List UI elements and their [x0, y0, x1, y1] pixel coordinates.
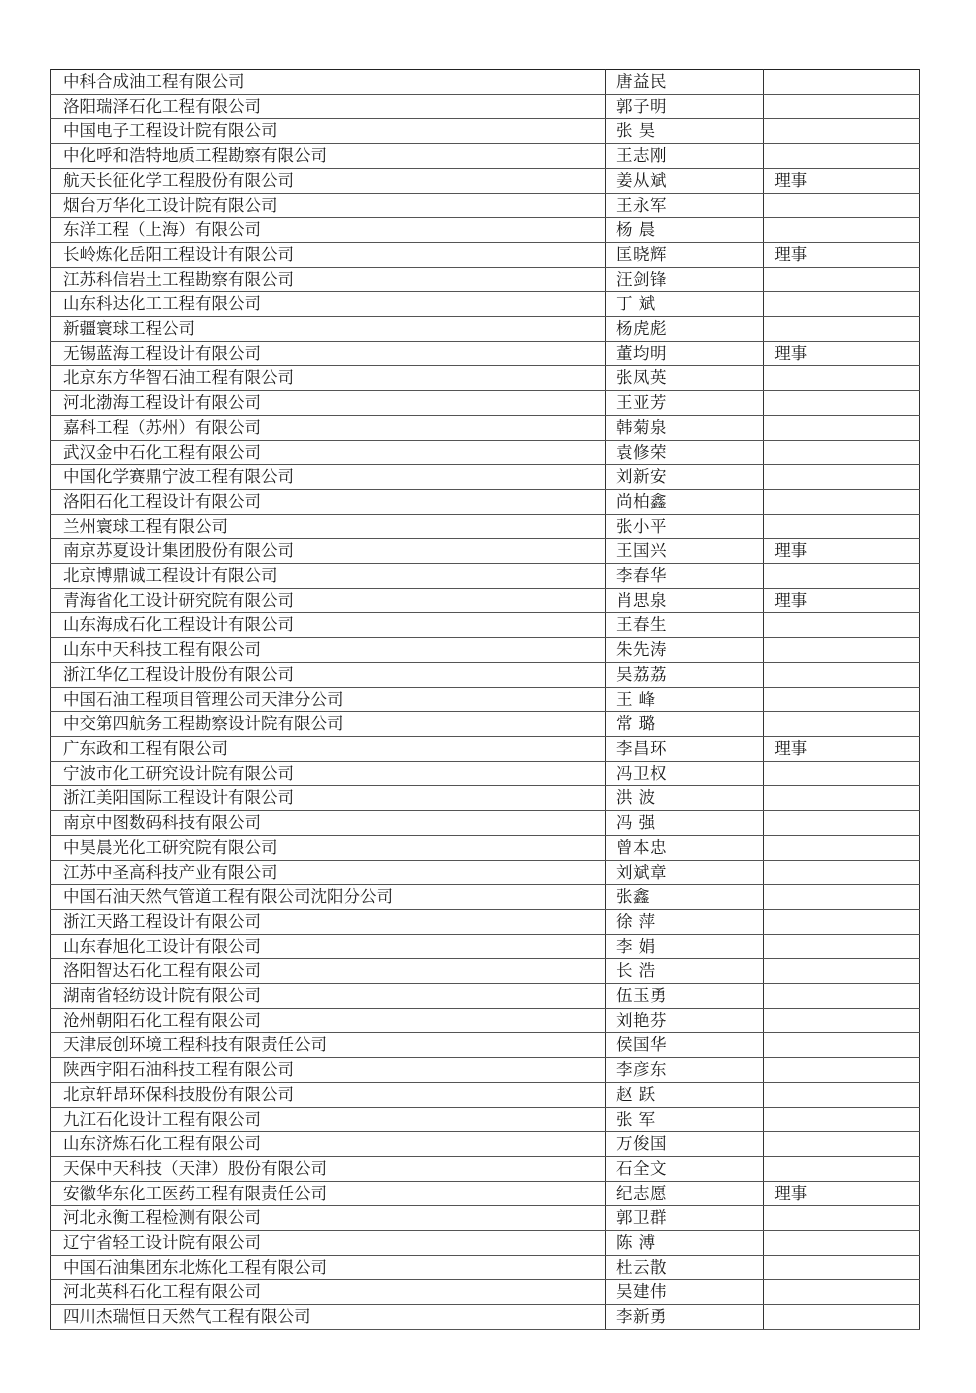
- table-row: [51, 193, 920, 218]
- role-cell: [764, 193, 920, 218]
- role-cell: [764, 934, 920, 959]
- name-cell: 张小平: [605, 514, 763, 539]
- table-row: [51, 564, 920, 589]
- table-row: [51, 391, 920, 416]
- company-cell: 山东科达化工工程有限公司: [51, 292, 606, 317]
- table-row: [51, 465, 920, 490]
- name-cell: 徐 萍: [605, 909, 763, 934]
- company-cell: 陕西宇阳石油科技工程有限公司: [51, 1058, 606, 1083]
- name-cell: 郭卫群: [605, 1206, 763, 1231]
- name-cell: 杨虎彪: [605, 317, 763, 342]
- name-cell: 张凤英: [605, 366, 763, 391]
- company-cell: 中昊晨光化工研究院有限公司: [51, 835, 606, 860]
- role-cell: [764, 885, 920, 910]
- role-cell: [764, 465, 920, 490]
- role-cell: [764, 70, 920, 95]
- table-row: [51, 415, 920, 440]
- name-cell: 尚柏鑫: [605, 489, 763, 514]
- table-row: [51, 1033, 920, 1058]
- role-cell: 理事: [764, 168, 920, 193]
- name-cell: 董均明: [605, 341, 763, 366]
- role-cell: [764, 267, 920, 292]
- name-cell: 伍玉勇: [605, 984, 763, 1009]
- role-cell: [764, 835, 920, 860]
- table-row: [51, 1305, 920, 1330]
- name-cell: 郭子明: [605, 94, 763, 119]
- company-cell: 四川杰瑞恒日天然气工程有限公司: [51, 1305, 606, 1330]
- company-cell: 烟台万华化工设计院有限公司: [51, 193, 606, 218]
- company-cell: 中国石油集团东北炼化工程有限公司: [51, 1255, 606, 1280]
- company-cell: 河北永衡工程检测有限公司: [51, 1206, 606, 1231]
- name-cell: 刘斌章: [605, 860, 763, 885]
- role-cell: [764, 119, 920, 144]
- name-cell: 刘艳芬: [605, 1008, 763, 1033]
- company-cell: 山东济炼石化工程有限公司: [51, 1132, 606, 1157]
- name-cell: 长 浩: [605, 959, 763, 984]
- member-table: [50, 69, 920, 1330]
- role-cell: [764, 687, 920, 712]
- name-cell: 石全文: [605, 1156, 763, 1181]
- name-cell: 杜云散: [605, 1255, 763, 1280]
- role-cell: [764, 1231, 920, 1256]
- table-row: [51, 539, 920, 564]
- role-cell: [764, 662, 920, 687]
- company-cell: 江苏科信岩土工程勘察有限公司: [51, 267, 606, 292]
- role-cell: 理事: [764, 1181, 920, 1206]
- table-row: [51, 786, 920, 811]
- table-row: [51, 1107, 920, 1132]
- table-row: [51, 70, 920, 95]
- table-row: [51, 835, 920, 860]
- table-row: [51, 1156, 920, 1181]
- table-row: [51, 1181, 920, 1206]
- company-cell: 天津辰创环境工程科技有限责任公司: [51, 1033, 606, 1058]
- role-cell: [764, 1058, 920, 1083]
- name-cell: 侯国华: [605, 1033, 763, 1058]
- table-row: [51, 638, 920, 663]
- company-cell: 山东中天科技工程有限公司: [51, 638, 606, 663]
- company-cell: 中国化学赛鼎宁波工程有限公司: [51, 465, 606, 490]
- role-cell: [764, 144, 920, 169]
- company-cell: 中交第四航务工程勘察设计院有限公司: [51, 712, 606, 737]
- role-cell: [764, 415, 920, 440]
- name-cell: 李 娟: [605, 934, 763, 959]
- table-row: [51, 1058, 920, 1083]
- role-cell: [764, 909, 920, 934]
- role-cell: [764, 1305, 920, 1330]
- role-cell: [764, 1156, 920, 1181]
- company-cell: 兰州寰球工程有限公司: [51, 514, 606, 539]
- name-cell: 王亚芳: [605, 391, 763, 416]
- company-cell: 航天长征化学工程股份有限公司: [51, 168, 606, 193]
- company-cell: 北京东方华智石油工程有限公司: [51, 366, 606, 391]
- company-cell: 江苏中圣高科技产业有限公司: [51, 860, 606, 885]
- role-cell: [764, 1280, 920, 1305]
- table-row: [51, 613, 920, 638]
- name-cell: 韩菊泉: [605, 415, 763, 440]
- role-cell: 理事: [764, 588, 920, 613]
- table-row: [51, 712, 920, 737]
- role-cell: [764, 613, 920, 638]
- name-cell: 李新勇: [605, 1305, 763, 1330]
- company-cell: 河北英科石化工程有限公司: [51, 1280, 606, 1305]
- table-row: [51, 94, 920, 119]
- company-cell: 山东春旭化工设计有限公司: [51, 934, 606, 959]
- company-cell: 洛阳石化工程设计有限公司: [51, 489, 606, 514]
- name-cell: 王国兴: [605, 539, 763, 564]
- name-cell: 张 昊: [605, 119, 763, 144]
- role-cell: [764, 1255, 920, 1280]
- name-cell: 王春生: [605, 613, 763, 638]
- company-cell: 无锡蓝海工程设计有限公司: [51, 341, 606, 366]
- company-cell: 中国石油工程项目管理公司天津分公司: [51, 687, 606, 712]
- role-cell: 理事: [764, 242, 920, 267]
- name-cell: 袁修荣: [605, 440, 763, 465]
- name-cell: 冯 强: [605, 811, 763, 836]
- name-cell: 陈 溥: [605, 1231, 763, 1256]
- role-cell: [764, 712, 920, 737]
- company-cell: 九江石化设计工程有限公司: [51, 1107, 606, 1132]
- table-row: [51, 662, 920, 687]
- name-cell: 万俊国: [605, 1132, 763, 1157]
- company-cell: 北京轩昂环保科技股份有限公司: [51, 1082, 606, 1107]
- table-row: [51, 588, 920, 613]
- table-row: [51, 1082, 920, 1107]
- table-row: [51, 687, 920, 712]
- table-row: [51, 811, 920, 836]
- company-cell: 河北渤海工程设计有限公司: [51, 391, 606, 416]
- company-cell: 中国电子工程设计院有限公司: [51, 119, 606, 144]
- role-cell: [764, 317, 920, 342]
- company-cell: 嘉科工程（苏州）有限公司: [51, 415, 606, 440]
- role-cell: [764, 638, 920, 663]
- role-cell: 理事: [764, 736, 920, 761]
- table-row: [51, 934, 920, 959]
- name-cell: 李彦东: [605, 1058, 763, 1083]
- table-row: [51, 144, 920, 169]
- name-cell: 王 峰: [605, 687, 763, 712]
- role-cell: 理事: [764, 539, 920, 564]
- company-cell: 南京中图数码科技有限公司: [51, 811, 606, 836]
- company-cell: 安徽华东化工医药工程有限责任公司: [51, 1181, 606, 1206]
- table-row: [51, 168, 920, 193]
- name-cell: 唐益民: [605, 70, 763, 95]
- name-cell: 洪 波: [605, 786, 763, 811]
- table-row: [51, 736, 920, 761]
- company-cell: 青海省化工设计研究院有限公司: [51, 588, 606, 613]
- table-row: [51, 341, 920, 366]
- name-cell: 李昌环: [605, 736, 763, 761]
- company-cell: 湖南省轻纺设计院有限公司: [51, 984, 606, 1009]
- role-cell: [764, 1033, 920, 1058]
- table-row: [51, 1255, 920, 1280]
- member-table-body: [51, 70, 920, 1330]
- company-cell: 天保中天科技（天津）股份有限公司: [51, 1156, 606, 1181]
- name-cell: 刘新安: [605, 465, 763, 490]
- company-cell: 浙江华亿工程设计股份有限公司: [51, 662, 606, 687]
- table-row: [51, 514, 920, 539]
- table-row: [51, 885, 920, 910]
- role-cell: [764, 811, 920, 836]
- role-cell: [764, 391, 920, 416]
- role-cell: [764, 786, 920, 811]
- name-cell: 吴荔荔: [605, 662, 763, 687]
- role-cell: [764, 292, 920, 317]
- role-cell: [764, 564, 920, 589]
- table-row: [51, 119, 920, 144]
- table-row: [51, 242, 920, 267]
- role-cell: [764, 489, 920, 514]
- table-row: [51, 489, 920, 514]
- company-cell: 山东海成石化工程设计有限公司: [51, 613, 606, 638]
- role-cell: [764, 440, 920, 465]
- company-cell: 沧州朝阳石化工程有限公司: [51, 1008, 606, 1033]
- role-cell: [764, 1132, 920, 1157]
- table-row: [51, 984, 920, 1009]
- company-cell: 辽宁省轻工设计院有限公司: [51, 1231, 606, 1256]
- name-cell: 冯卫权: [605, 761, 763, 786]
- role-cell: [764, 1206, 920, 1231]
- name-cell: 朱先涛: [605, 638, 763, 663]
- name-cell: 纪志愿: [605, 1181, 763, 1206]
- role-cell: [764, 366, 920, 391]
- company-cell: 浙江天路工程设计有限公司: [51, 909, 606, 934]
- table-row: [51, 1206, 920, 1231]
- name-cell: 肖思泉: [605, 588, 763, 613]
- name-cell: 吴建伟: [605, 1280, 763, 1305]
- role-cell: [764, 860, 920, 885]
- company-cell: 中化呼和浩特地质工程勘察有限公司: [51, 144, 606, 169]
- name-cell: 曾本忠: [605, 835, 763, 860]
- company-cell: 宁波市化工研究设计院有限公司: [51, 761, 606, 786]
- table-row: [51, 1132, 920, 1157]
- company-cell: 武汉金中石化工程有限公司: [51, 440, 606, 465]
- table-row: [51, 218, 920, 243]
- table-row: [51, 292, 920, 317]
- name-cell: 赵 跃: [605, 1082, 763, 1107]
- name-cell: 汪剑锋: [605, 267, 763, 292]
- name-cell: 李春华: [605, 564, 763, 589]
- name-cell: 杨 晨: [605, 218, 763, 243]
- table-row: [51, 317, 920, 342]
- company-cell: 广东政和工程有限公司: [51, 736, 606, 761]
- name-cell: 常 璐: [605, 712, 763, 737]
- company-cell: 新疆寰球工程公司: [51, 317, 606, 342]
- company-cell: 长岭炼化岳阳工程设计有限公司: [51, 242, 606, 267]
- table-row: [51, 909, 920, 934]
- role-cell: [764, 218, 920, 243]
- table-row: [51, 761, 920, 786]
- company-cell: 洛阳瑞泽石化工程有限公司: [51, 94, 606, 119]
- company-cell: 东洋工程（上海）有限公司: [51, 218, 606, 243]
- role-cell: [764, 514, 920, 539]
- company-cell: 中科合成油工程有限公司: [51, 70, 606, 95]
- table-row: [51, 440, 920, 465]
- role-cell: 理事: [764, 341, 920, 366]
- table-row: [51, 860, 920, 885]
- company-cell: 洛阳智达石化工程有限公司: [51, 959, 606, 984]
- role-cell: [764, 1107, 920, 1132]
- name-cell: 张 军: [605, 1107, 763, 1132]
- name-cell: 丁 斌: [605, 292, 763, 317]
- name-cell: 姜从斌: [605, 168, 763, 193]
- name-cell: 王永军: [605, 193, 763, 218]
- company-cell: 浙江美阳国际工程设计有限公司: [51, 786, 606, 811]
- name-cell: 张鑫: [605, 885, 763, 910]
- role-cell: [764, 94, 920, 119]
- name-cell: 王志刚: [605, 144, 763, 169]
- role-cell: [764, 1008, 920, 1033]
- table-row: [51, 959, 920, 984]
- company-cell: 南京苏夏设计集团股份有限公司: [51, 539, 606, 564]
- role-cell: [764, 984, 920, 1009]
- name-cell: 匡晓辉: [605, 242, 763, 267]
- role-cell: [764, 959, 920, 984]
- company-cell: 北京博鼎诚工程设计有限公司: [51, 564, 606, 589]
- table-row: [51, 366, 920, 391]
- table-row: [51, 1231, 920, 1256]
- company-cell: 中国石油天然气管道工程有限公司沈阳分公司: [51, 885, 606, 910]
- table-row: [51, 1280, 920, 1305]
- table-row: [51, 267, 920, 292]
- role-cell: [764, 761, 920, 786]
- table-row: [51, 1008, 920, 1033]
- role-cell: [764, 1082, 920, 1107]
